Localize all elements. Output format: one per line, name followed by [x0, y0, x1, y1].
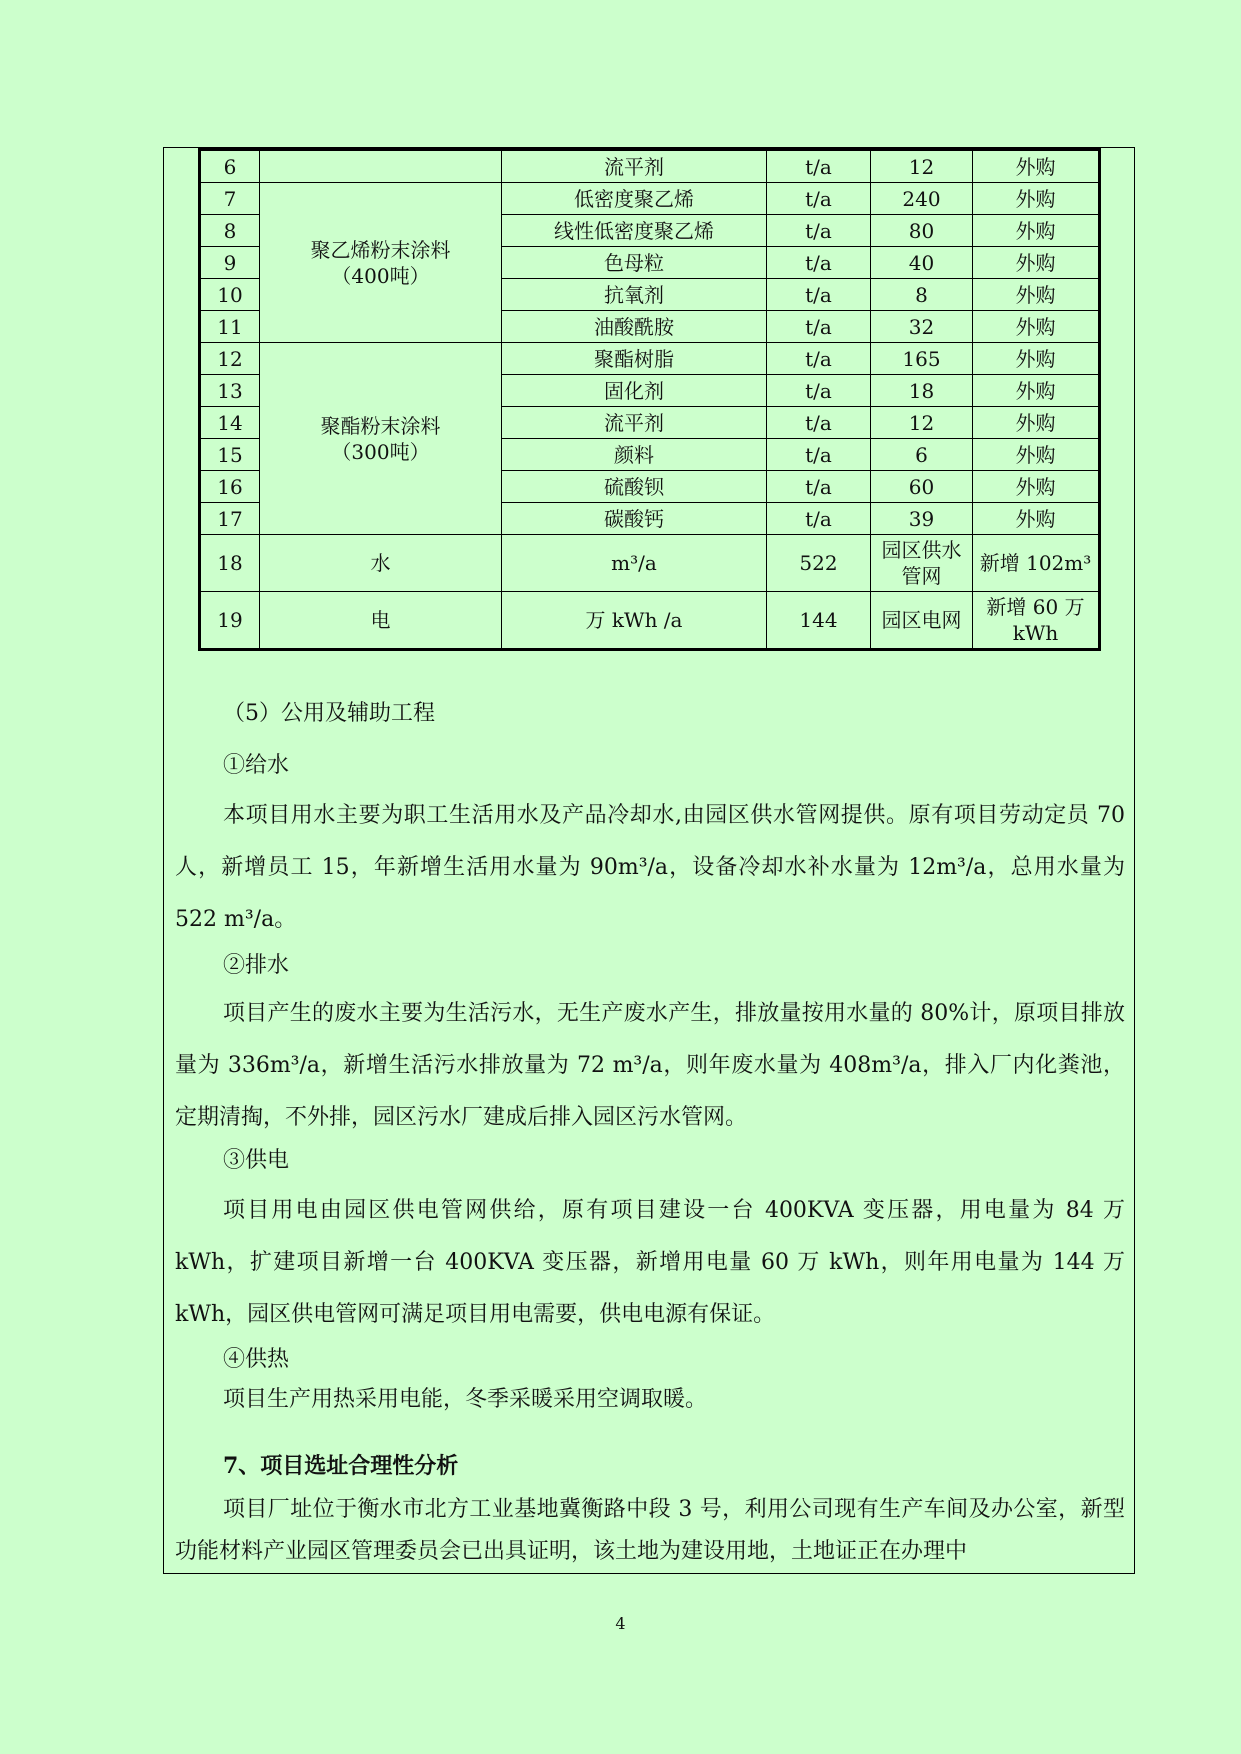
unit-cell: t/a	[767, 279, 871, 311]
unit-cell: 522	[767, 535, 871, 592]
section-7-text: 项目厂址位于衡水市北方工业基地冀衡路中段 3 号，利用公司现有生产车间及办公室，新型功能材料产业园区管理委员会已出具证明，该土地为建设用地，土地证正在办理中	[175, 1497, 1125, 1564]
water-supply-text: 本项目用水主要为职工生活用水及产品冷却水,由园区供水管网提供。原有项目劳动定员 70 人，新增员工 15，年新增生活用水量为 90m³/a，设备冷却水补水量为 12m³/a，总用水量为 522 m³/a。	[175, 803, 1125, 932]
unit-cell: t/a	[767, 503, 871, 535]
quantity-cell: 165	[871, 343, 973, 375]
quantity-cell: 80	[871, 215, 973, 247]
row-number: 19	[200, 592, 260, 650]
source-cell: 外购	[973, 279, 1100, 311]
quantity-cell: 园区电网	[871, 592, 973, 650]
page-number: 4	[615, 1614, 626, 1633]
table-row	[200, 343, 1100, 375]
power-title: ③供电	[223, 1148, 290, 1173]
row-number: 13	[200, 375, 260, 407]
source-cell: 外购	[973, 407, 1100, 439]
group-cell	[260, 150, 502, 183]
source-cell: 新增 102m³	[973, 535, 1100, 592]
unit-cell: 144	[767, 592, 871, 650]
unit-cell: t/a	[767, 471, 871, 503]
unit-cell: t/a	[767, 343, 871, 375]
unit-cell: t/a	[767, 215, 871, 247]
quantity-cell: 园区供水管网	[871, 535, 973, 592]
group-cell-electricity: 电	[260, 592, 502, 650]
unit-cell: t/a	[767, 439, 871, 471]
source-cell: 外购	[973, 311, 1100, 343]
source-cell: 外购	[973, 375, 1100, 407]
material-name: 万 kWh /a	[502, 592, 767, 650]
quantity-cell: 40	[871, 247, 973, 279]
unit-cell: t/a	[767, 311, 871, 343]
group-cell-water: 水	[260, 535, 502, 592]
source-cell: 外购	[973, 247, 1100, 279]
material-name: 流平剂	[502, 407, 767, 439]
row-number: 9	[200, 247, 260, 279]
material-name: 硫酸钡	[502, 471, 767, 503]
material-name: 流平剂	[502, 150, 767, 183]
unit-cell: t/a	[767, 150, 871, 183]
row-number: 10	[200, 279, 260, 311]
material-name: m³/a	[502, 535, 767, 592]
material-name: 油酸酰胺	[502, 311, 767, 343]
row-number: 16	[200, 471, 260, 503]
table-row	[200, 150, 1100, 183]
material-name: 固化剂	[502, 375, 767, 407]
row-number: 15	[200, 439, 260, 471]
heating-text: 项目生产用热采用电能，冬季采暖采用空调取暖。	[223, 1387, 708, 1412]
section-7-title: 7、项目选址合理性分析	[223, 1453, 459, 1479]
source-cell: 外购	[973, 343, 1100, 375]
drainage-title: ②排水	[223, 953, 290, 978]
quantity-cell: 12	[871, 150, 973, 183]
water-supply-title: ①给水	[223, 753, 290, 778]
table-row	[200, 535, 1100, 592]
row-number: 14	[200, 407, 260, 439]
quantity-cell: 6	[871, 439, 973, 471]
group-cell-polyethylene: 聚乙烯粉末涂料（400吨）	[260, 183, 502, 343]
quantity-cell: 240	[871, 183, 973, 215]
material-name: 色母粒	[502, 247, 767, 279]
row-number: 17	[200, 503, 260, 535]
unit-cell: t/a	[767, 375, 871, 407]
section-5-title: （5）公用及辅助工程	[223, 701, 435, 726]
quantity-cell: 32	[871, 311, 973, 343]
unit-cell: t/a	[767, 247, 871, 279]
source-cell: 新增 60 万 kWh	[973, 592, 1100, 650]
unit-cell: t/a	[767, 407, 871, 439]
quantity-cell: 18	[871, 375, 973, 407]
drainage-text: 项目产生的废水主要为生活污水，无生产废水产生，排放量按用水量的 80%计，原项目排放量为 336m³/a，新增生活污水排放量为 72 m³/a，则年废水量为 408m³/a，排入厂内化粪池，定期清掏，不外排，园区污水厂建成后排入园区污水管网。	[175, 1001, 1125, 1130]
quantity-cell: 39	[871, 503, 973, 535]
group-cell-polyester: 聚酯粉末涂料（300吨）	[260, 343, 502, 535]
material-name: 颜料	[502, 439, 767, 471]
materials-table	[198, 148, 1101, 651]
source-cell: 外购	[973, 150, 1100, 183]
row-number: 12	[200, 343, 260, 375]
source-cell: 外购	[973, 503, 1100, 535]
heating-title: ④供热	[223, 1347, 290, 1372]
power-text: 项目用电由园区供电管网供给，原有项目建设一台 400KVA 变压器，用电量为 84 万 kWh，扩建项目新增一台 400KVA 变压器，新增用电量 60 万 kWh，则年用电量为 144 万 kWh，园区供电管网可满足项目用电需要，供电电源有保证。	[175, 1198, 1125, 1327]
material-name: 低密度聚乙烯	[502, 183, 767, 215]
source-cell: 外购	[973, 215, 1100, 247]
quantity-cell: 60	[871, 471, 973, 503]
table-row	[200, 592, 1100, 650]
source-cell: 外购	[973, 183, 1100, 215]
row-number: 18	[200, 535, 260, 592]
row-number: 6	[200, 150, 260, 183]
material-name: 抗氧剂	[502, 279, 767, 311]
unit-cell: t/a	[767, 183, 871, 215]
table-row	[200, 183, 1100, 215]
row-number: 8	[200, 215, 260, 247]
row-number: 11	[200, 311, 260, 343]
material-name: 聚酯树脂	[502, 343, 767, 375]
row-number: 7	[200, 183, 260, 215]
source-cell: 外购	[973, 439, 1100, 471]
material-name: 碳酸钙	[502, 503, 767, 535]
quantity-cell: 8	[871, 279, 973, 311]
material-name: 线性低密度聚乙烯	[502, 215, 767, 247]
source-cell: 外购	[973, 471, 1100, 503]
quantity-cell: 12	[871, 407, 973, 439]
